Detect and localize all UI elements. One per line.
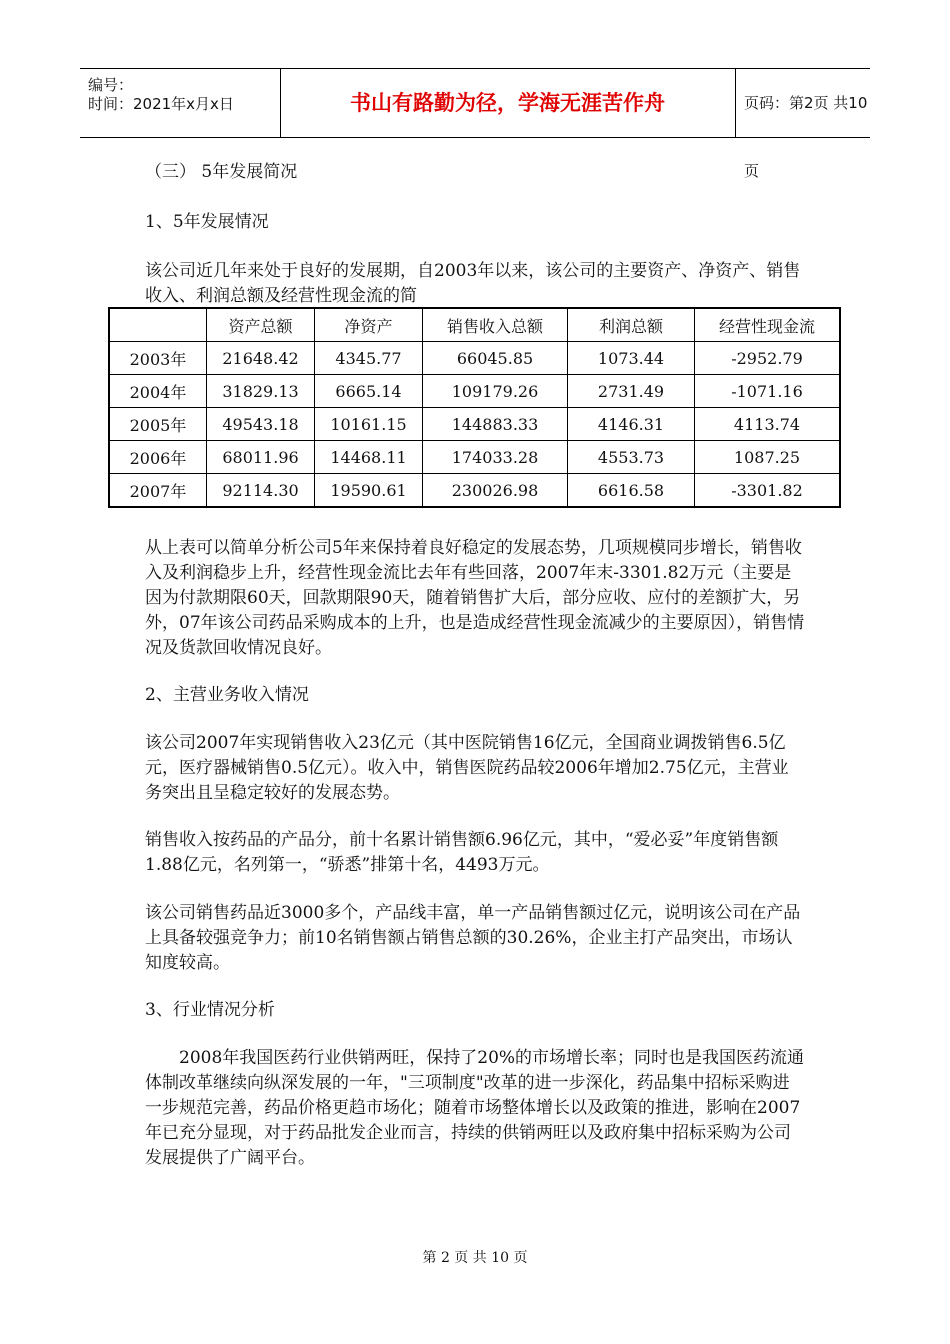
table-header-cell: 销售收入总额 — [423, 308, 568, 342]
table-cell: -2952.79 — [695, 342, 841, 375]
page-footer: 第 2 页 共 10 页 — [422, 1250, 528, 1266]
analysis-paragraph: 从上表可以简单分析公司5年来保持着良好稳定的发展态势，几项规模同步增长，销售收入及利润稳步上升，经营性现金流比去年有些回落，2007年末-3301.82万元（主要是因为付款期限60天，回款期限90天，随着销售扩大后，部分应收、应付的差额扩大，另外，07年该公司药品采购成本的上升，也是造成经营性现金流减少的主要原因），销售情况及货款回收情况良好。 — [145, 538, 805, 658]
table-cell: 1073.44 — [568, 342, 695, 375]
products-paragraph: 销售收入按药品的产品分，前十名累计销售额6.96亿元，其中，“爱必妥”年度销售额1.88亿元，名列第一，“骄悉”排第十名，4493万元。 — [145, 830, 779, 875]
table-cell: 4146.31 — [568, 408, 695, 441]
table-header-cell: 资产总额 — [207, 308, 315, 342]
header-meta — [80, 69, 281, 137]
table-cell: 19590.61 — [315, 474, 423, 508]
table-cell: 31829.13 — [207, 375, 315, 408]
table-cell: 66045.85 — [423, 342, 568, 375]
table-row — [109, 441, 840, 474]
table-cell: 49543.18 — [207, 408, 315, 441]
table-cell: 10161.15 — [315, 408, 423, 441]
table-cell: 21648.42 — [207, 342, 315, 375]
table-cell: 14468.11 — [315, 441, 423, 474]
intro-paragraph: 该公司近几年来处于良好的发展期，自2003年以来，该公司的主要资产、净资产、销售收入、利润总额及经营性现金流的简 — [145, 261, 801, 306]
table-row — [109, 474, 840, 508]
table-cell: 109179.26 — [423, 375, 568, 408]
section-title: （三） 5年发展简况 — [145, 162, 298, 182]
table-header-cell — [109, 308, 207, 342]
table-cell: 2003年 — [109, 342, 207, 375]
table-header-cell: 净资产 — [315, 308, 423, 342]
table-cell: 2004年 — [109, 375, 207, 408]
table-cell: 4553.73 — [568, 441, 695, 474]
table-row — [109, 375, 840, 408]
table-row — [109, 408, 840, 441]
table-cell: 4113.74 — [695, 408, 841, 441]
table-cell: 2007年 — [109, 474, 207, 508]
table-cell: 1087.25 — [695, 441, 841, 474]
table-header-cell: 利润总额 — [568, 308, 695, 342]
subsection-title-3: 3、行业情况分析 — [145, 1000, 275, 1020]
five-year-data-table — [108, 307, 841, 508]
table-row — [109, 342, 840, 375]
industry-paragraph: 2008年我国医药行业供销两旺，保持了20%的市场增长率；同时也是我国医药流通体制改革继续向纵深发展的一年，"三项制度"改革的进一步深化，药品集中招标采购进一步规范完善，药品价格更趋市场化；随着市场整体增长以及政策的推进，影响在2007年已充分显现，对于药品批发企业而言，持续的供销两旺以及政府集中招标采购为公司发展提供了广阔平台。 — [145, 1048, 805, 1168]
table-cell: 6616.58 — [568, 474, 695, 508]
table-cell: 2731.49 — [568, 375, 695, 408]
doc-number-label: 编号： — [88, 76, 134, 94]
table-cell: -1071.16 — [695, 375, 841, 408]
header-page-label: 页码：第2页 共10页 — [744, 94, 868, 180]
product-lines-paragraph: 该公司销售药品近3000多个，产品线丰富，单一产品销售额过亿元，说明该公司在产品上具备较强竞争力；前10名销售额占销售总额的30.26%，企业主打产品突出，市场认知度较高。 — [145, 903, 801, 973]
table-cell: 2006年 — [109, 441, 207, 474]
table-cell: -3301.82 — [695, 474, 841, 508]
table-header-cell: 经营性现金流 — [695, 308, 841, 342]
subsection-title-2: 2、主营业务收入情况 — [145, 685, 309, 705]
table-cell: 68011.96 — [207, 441, 315, 474]
table-cell: 4345.77 — [315, 342, 423, 375]
table-cell: 6665.14 — [315, 375, 423, 408]
header-motto: 书山有路勤为径，学海无涯苦作舟 — [280, 69, 736, 137]
table-cell: 174033.28 — [423, 441, 568, 474]
table-cell: 144883.33 — [423, 408, 568, 441]
subsection-title-1: 1、5年发展情况 — [145, 212, 269, 232]
income-paragraph: 该公司2007年实现销售收入23亿元（其中医院销售16亿元，全国商业调拨销售6.5亿元，医疗器械销售0.5亿元）。收入中，销售医院药品较2006年增加2.75亿元，主营业务突出且呈稳定较好的发展态势。 — [145, 733, 789, 803]
table-cell: 92114.30 — [207, 474, 315, 508]
table-header-row — [109, 308, 840, 342]
doc-date-label: 时间：2021年x月x日 — [88, 95, 234, 113]
table-cell: 230026.98 — [423, 474, 568, 508]
table-cell: 2005年 — [109, 408, 207, 441]
